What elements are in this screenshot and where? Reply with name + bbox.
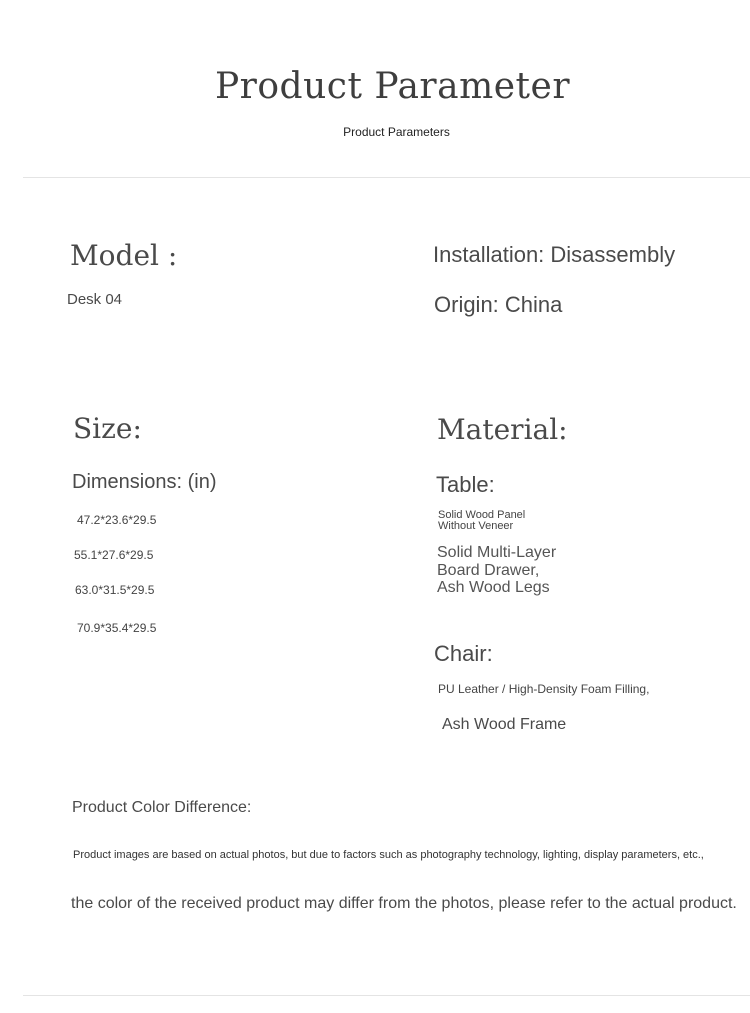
- page-title: Product Parameter: [214, 66, 571, 107]
- chair-material-text: Ash Wood Frame: [442, 716, 567, 733]
- size-label: Size:: [73, 412, 142, 445]
- table-material-block: [437, 544, 556, 597]
- table-material-text: Solid Wood Panel: [438, 509, 526, 521]
- table-material-text: Ash Wood Legs: [437, 579, 550, 596]
- chair-label: Chair:: [434, 641, 493, 666]
- top-divider: [23, 177, 750, 178]
- origin-text: Origin: China: [434, 292, 563, 317]
- installation-text: Installation: Disassembly: [433, 242, 676, 267]
- model-value: Desk 04: [67, 291, 123, 308]
- dimension-item: 55.1*27.6*29.5: [74, 548, 154, 562]
- dimensions-label: Dimensions: (in): [72, 471, 217, 493]
- dimension-item: 70.9*35.4*29.5: [77, 621, 157, 635]
- bottom-divider: [23, 995, 750, 996]
- table-label: Table:: [436, 472, 495, 497]
- dimension-item: 47.2*23.6*29.5: [77, 513, 157, 527]
- dimension-item: 63.0*31.5*29.5: [75, 583, 155, 597]
- table-material-line: [438, 510, 525, 532]
- table-material-text: Solid Multi-Layer: [437, 544, 557, 561]
- model-label: Model :: [70, 239, 178, 272]
- table-material-text: Board Drawer,: [437, 561, 540, 579]
- material-label: Material:: [437, 413, 568, 446]
- color-difference-text: Product images are based on actual photos, but due to factors such as photography technology, lighting, display parameters, etc.,: [73, 849, 704, 861]
- page-subtitle: Product Parameters: [343, 125, 450, 139]
- table-material-text: Without Veneer: [438, 520, 514, 532]
- chair-material-text: PU Leather / High-Density Foam Filling,: [438, 682, 650, 696]
- color-difference-heading: Product Color Difference:: [72, 799, 252, 816]
- color-difference-text: the color of the received product may differ from the photos, please refer to the actual product.: [71, 895, 737, 912]
